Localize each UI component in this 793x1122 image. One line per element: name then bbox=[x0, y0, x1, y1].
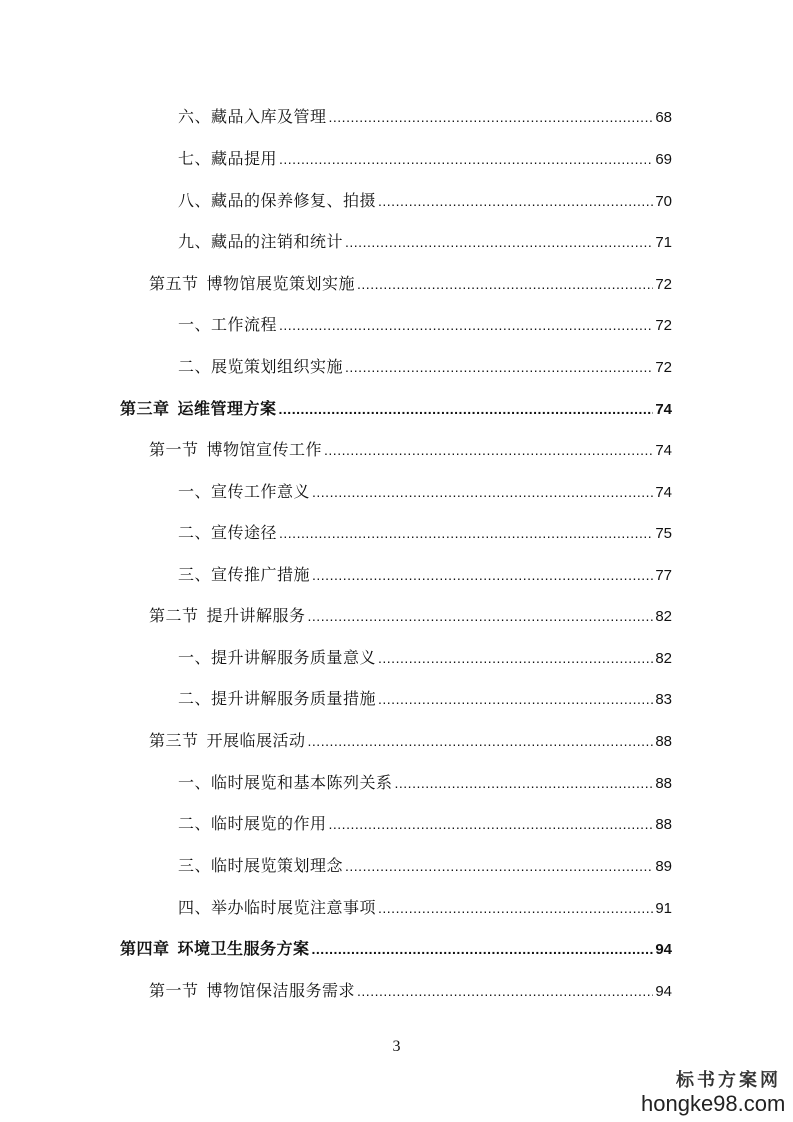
toc-leader-dots bbox=[357, 979, 653, 1003]
toc-chapter-entry[interactable] bbox=[120, 937, 672, 961]
toc-entry-prefix: 第五节 bbox=[149, 274, 199, 293]
toc-entry-page: 88 bbox=[655, 733, 672, 750]
toc-entry-prefix: 第一节 bbox=[149, 981, 199, 1000]
toc-entry-page: 74 bbox=[655, 484, 672, 501]
toc-leader-dots bbox=[378, 646, 653, 670]
toc-leader-dots bbox=[279, 397, 654, 421]
toc-entry-title bbox=[149, 604, 306, 628]
toc-entry[interactable] bbox=[178, 563, 672, 587]
toc-entry-title: 二、提升讲解服务质量措施 bbox=[178, 689, 377, 708]
toc-entry-page: 71 bbox=[655, 234, 672, 251]
toc-entry[interactable] bbox=[178, 189, 672, 213]
toc-entry-page: 83 bbox=[655, 691, 672, 708]
toc-entry[interactable] bbox=[178, 480, 672, 504]
toc-entry-title: 八、藏品的保养修复、拍摄 bbox=[178, 191, 377, 210]
toc-entry-title: 六、藏品入库及管理 bbox=[178, 107, 327, 126]
toc-entry-prefix: 第四章 bbox=[120, 939, 170, 958]
toc-leader-dots bbox=[279, 147, 653, 171]
toc-entry-page: 94 bbox=[655, 941, 672, 958]
toc-entry-label: 提升讲解服务 bbox=[206, 606, 306, 625]
toc-entry-title: 三、临时展览策划理念 bbox=[178, 856, 344, 875]
toc-entry-prefix: 第一节 bbox=[149, 440, 199, 459]
toc-entry-page: 68 bbox=[655, 109, 672, 126]
toc-entry[interactable] bbox=[149, 272, 672, 296]
toc-entry-title: 二、宣传途径 bbox=[178, 523, 278, 542]
toc-entry-title bbox=[149, 979, 355, 1003]
toc-entry-page: 69 bbox=[655, 151, 672, 168]
page-number: 3 bbox=[392, 1038, 401, 1055]
toc-entry-title: 二、展览策划组织实施 bbox=[178, 357, 344, 376]
toc-leader-dots bbox=[308, 604, 654, 628]
toc-leader-dots bbox=[329, 812, 654, 836]
toc-entry-title: 一、宣传工作意义 bbox=[178, 482, 311, 501]
toc-entry-title: 四、举办临时展览注意事项 bbox=[178, 898, 377, 917]
toc-entry[interactable] bbox=[178, 355, 672, 379]
toc-entry-title: 七、藏品提用 bbox=[178, 149, 278, 168]
toc-entry-label: 博物馆保洁服务需求 bbox=[206, 981, 356, 1000]
toc-entry-label: 开展临展活动 bbox=[206, 731, 306, 750]
toc-entry[interactable] bbox=[149, 604, 672, 628]
toc-entry-page: 70 bbox=[655, 193, 672, 210]
toc-entry[interactable] bbox=[178, 646, 672, 670]
toc-entry-title bbox=[149, 272, 355, 296]
toc-entry[interactable] bbox=[149, 979, 672, 1003]
toc-entry-page: 88 bbox=[655, 775, 672, 792]
toc-entry-prefix: 第三节 bbox=[149, 731, 199, 750]
toc-entry-label: 环境卫生服务方案 bbox=[177, 939, 310, 958]
toc-entry-page: 74 bbox=[655, 442, 672, 459]
toc-entry[interactable] bbox=[178, 812, 672, 836]
toc-entry-label: 运维管理方案 bbox=[177, 399, 277, 418]
toc-leader-dots bbox=[345, 854, 653, 878]
toc-entry-title bbox=[149, 438, 322, 462]
toc-entry-page: 91 bbox=[655, 900, 672, 917]
toc-leader-dots bbox=[395, 771, 654, 795]
toc-leader-dots bbox=[279, 521, 653, 545]
watermark bbox=[641, 1070, 786, 1116]
toc-leader-dots bbox=[324, 438, 653, 462]
toc-entry-title bbox=[120, 397, 277, 421]
toc-entry[interactable] bbox=[178, 854, 672, 878]
toc-entry-page: 88 bbox=[655, 816, 672, 833]
toc-entry[interactable] bbox=[178, 230, 672, 254]
toc-entry-title: 一、提升讲解服务质量意义 bbox=[178, 648, 377, 667]
toc-entry-page: 75 bbox=[655, 525, 672, 542]
toc-entry-title: 九、藏品的注销和统计 bbox=[178, 232, 344, 251]
toc-leader-dots bbox=[312, 563, 653, 587]
toc-entry[interactable] bbox=[178, 105, 672, 129]
toc-leader-dots bbox=[308, 729, 654, 753]
toc-leader-dots bbox=[378, 687, 653, 711]
watermark-site-name: 标书方案网 bbox=[676, 1070, 781, 1091]
toc-entry-page: 82 bbox=[655, 608, 672, 625]
toc-entry-page: 77 bbox=[655, 567, 672, 584]
toc-leader-dots bbox=[279, 313, 653, 337]
toc-entry[interactable] bbox=[149, 438, 672, 462]
toc-entry-page: 89 bbox=[655, 858, 672, 875]
toc-entry-page: 74 bbox=[655, 401, 672, 418]
toc-chapter-entry[interactable] bbox=[120, 397, 672, 421]
toc-leader-dots bbox=[329, 105, 654, 129]
toc-entry-page: 72 bbox=[655, 276, 672, 293]
toc-entry-page: 72 bbox=[655, 359, 672, 376]
toc-leader-dots bbox=[312, 937, 654, 961]
watermark-domain: hongke98.com bbox=[641, 1091, 786, 1116]
toc-entry-label: 博物馆宣传工作 bbox=[206, 440, 323, 459]
toc-leader-dots bbox=[345, 230, 653, 254]
toc-entry[interactable] bbox=[178, 771, 672, 795]
toc-entry[interactable] bbox=[178, 521, 672, 545]
toc-leader-dots bbox=[357, 272, 653, 296]
toc-entry-title: 二、临时展览的作用 bbox=[178, 814, 327, 833]
toc-leader-dots bbox=[345, 355, 653, 379]
toc-entry-page: 82 bbox=[655, 650, 672, 667]
toc-entry-label: 博物馆展览策划实施 bbox=[206, 274, 356, 293]
toc-entry-page: 94 bbox=[655, 983, 672, 1000]
toc-leader-dots bbox=[312, 480, 653, 504]
toc-entry-title: 一、工作流程 bbox=[178, 315, 278, 334]
toc-entry-title bbox=[149, 729, 306, 753]
toc-entry[interactable] bbox=[178, 147, 672, 171]
toc-entry-page: 72 bbox=[655, 317, 672, 334]
toc-entry-title: 一、临时展览和基本陈列关系 bbox=[178, 773, 393, 792]
toc-entry[interactable] bbox=[149, 729, 672, 753]
toc-leader-dots bbox=[378, 896, 653, 920]
toc-entry-title bbox=[120, 937, 310, 961]
toc-entry[interactable] bbox=[178, 687, 672, 711]
toc-leader-dots bbox=[378, 189, 653, 213]
toc-entry-prefix: 第三章 bbox=[120, 399, 170, 418]
toc-entry[interactable] bbox=[178, 313, 672, 337]
toc-entry-title: 三、宣传推广措施 bbox=[178, 565, 311, 584]
toc-entry[interactable] bbox=[178, 896, 672, 920]
toc-entry-prefix: 第二节 bbox=[149, 606, 199, 625]
